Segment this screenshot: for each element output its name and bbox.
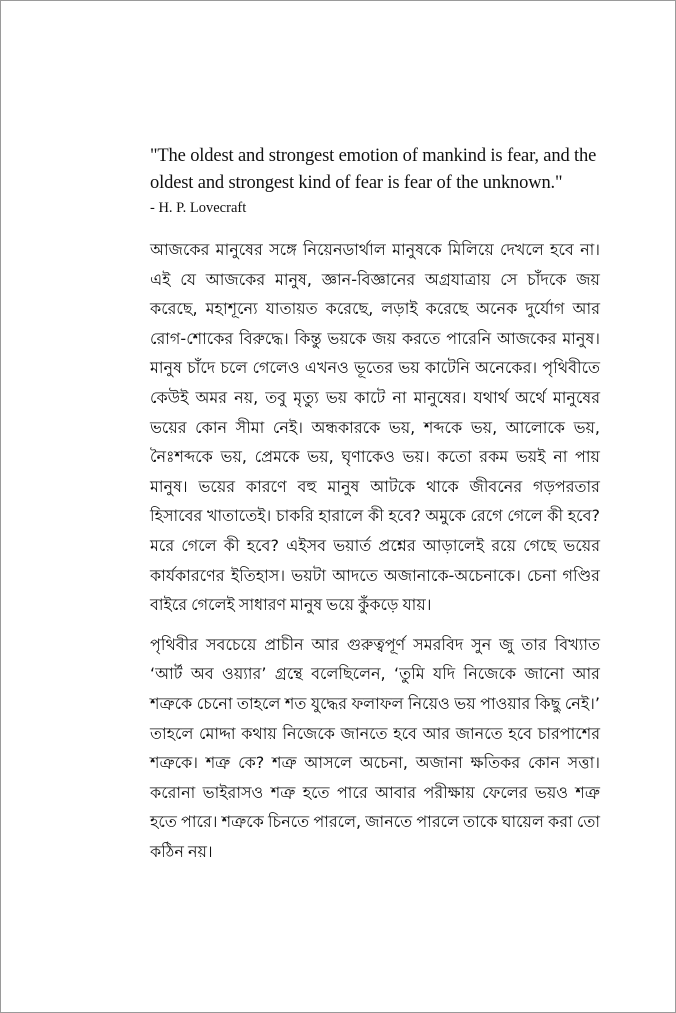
page-content xyxy=(150,143,600,866)
epigraph-quote: "The oldest and strongest emotion of mankind is fear, and the oldest and strongest kind of fear is fear of the unknown." xyxy=(150,146,597,193)
body-paragraph: পৃথিবীর সবচেয়ে প্রাচীন আর গুরুত্বপূর্ণ সমরবিদ সুন জু তার বিখ্যাত ‘আর্ট অব ওয়্যার’ গ্রন্থে বলেছিলেন, ‘তুমি যদি নিজেকে জানো আর শত্রুকে চেনো তাহলে শত যুদ্ধের ফলাফল নিয়েও ভয় পাওয়ার কিছু নেই।’ তাহলে মোদ্দা কথায় নিজেকে জানতে হবে আর জানতে হবে চারপাশের শত্রুকে। শত্রু কে? শত্রু আসলে অচেনা, অজানা ক্ষতিকর কোন সত্তা। করোনা ভাইরাসও শত্রু হতে পারে আবার পরীক্ষায় ফেলের ভয়ও শত্রু হতে পারে। শত্রুকে চিনতে পারলে, জানতে পারলে তাকে ঘায়েল করা তো কঠিন নয়। xyxy=(150,634,600,861)
epigraph-author: - H. P. Lovecraft xyxy=(150,200,247,216)
body-paragraph: আজকের মানুষের সঙ্গে নিয়েনডার্থাল মানুষকে মিলিয়ে দেখলে হবে না। এই যে আজকের মানুষ, জ্ঞান-বিজ্ঞানের অগ্রযাত্রায় সে চাঁদকে জয় করেছে, মহাশূন্যে যাতায়ত করেছে, লড়াই করেছে অনেক দুর্যোগ আর রোগ-শোকের বিরুদ্ধে। কিন্তু ভয়কে জয় করতে পারেনি আজকের মানুষ। মানুষ চাঁদে চলে গেলেও এখনও ভূতের ভয় কাটেনি অনেকের। পৃথিবীতে কেউই অমর নয়, তবু মৃত্যু ভয় কাটে না মানুষের। যথার্থ অর্থে মানুষের ভয়ের কোন সীমা নেই। অন্ধকারকে ভয়, শব্দকে ভয়, আলোকে ভয়, নৈঃশব্দকে ভয়, প্রেমকে ভয়, ঘৃণাকেও ভয়। কতো রকম ভয়ই না পায় মানুষ। ভয়ের কারণে বহু মানুষ আটকে থাকে জীবনের গড়পরতার হিসাবের খাতাতেই। চাকরি হারালে কী হবে? অমুকে রেগে গেলে কী হবে? মরে গেলে কী হবে? এইসব ভয়ার্ত প্রশ্নের আড়ালেই রয়ে গেছে ভয়ের কার্যকারণের ইতিহাস। ভয়টা আদতে অজানাকে-অচেনাকে। চেনা গণ্ডির বাইরে গেলেই সাধারণ মানুষ ভয়ে কুঁকড়ে যায়। xyxy=(150,240,600,615)
